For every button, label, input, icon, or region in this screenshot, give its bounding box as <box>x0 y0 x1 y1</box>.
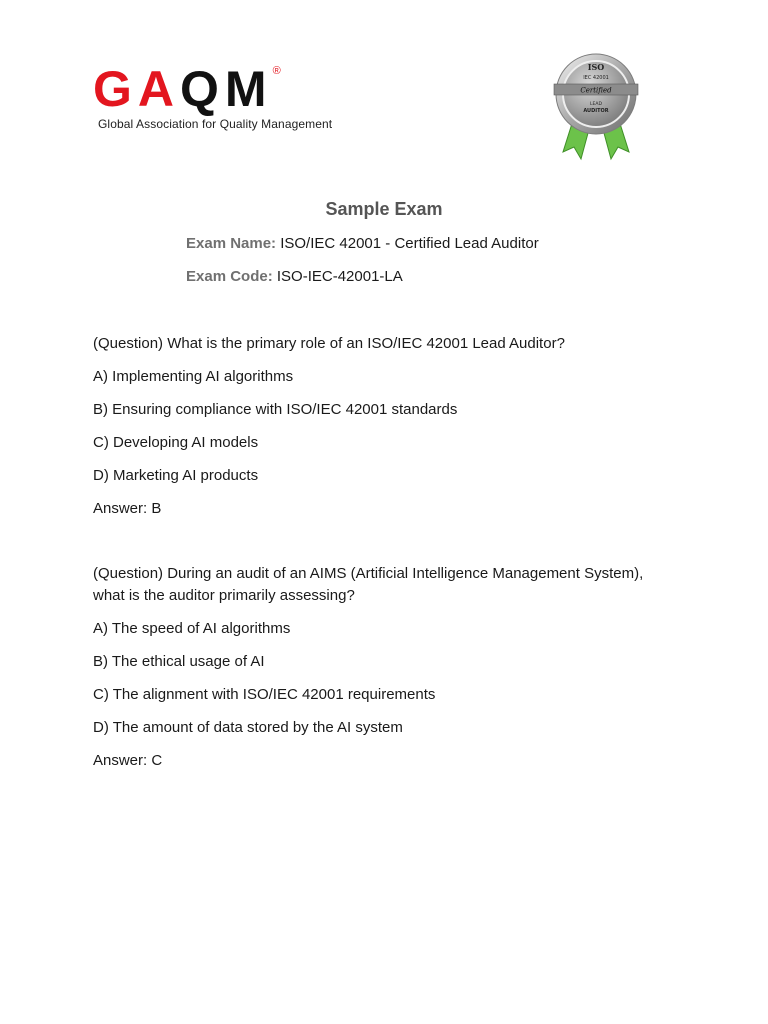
registered-mark: ® <box>272 65 281 77</box>
badge-auditor-text: AUDITOR <box>583 108 609 114</box>
logo-tagline: Global Association for Quality Management <box>98 117 333 131</box>
gaqm-logo <box>93 61 343 136</box>
question-block-1 <box>93 333 673 531</box>
answer-text: Answer: C <box>93 752 163 769</box>
logo-wordmark <box>93 61 343 117</box>
exam-name-label: Exam Name: <box>186 235 277 252</box>
option-c: C) The alignment with ISO/IEC 42001 requirements <box>93 686 436 703</box>
badge-standard-text: IEC 42001 <box>583 75 609 81</box>
logo-letter-a: A <box>137 61 181 117</box>
badge-lead-text: LEAD <box>590 102 602 107</box>
exam-code-value: ISO-IEC-42001-LA <box>276 268 403 285</box>
logo-letter-q: Q <box>180 61 225 117</box>
question-text: (Question) During an audit of an AIMS (Artificial Intelligence Management System), what is the auditor primarily assessing? <box>93 565 644 604</box>
option-a: A) The speed of AI algorithms <box>93 620 291 637</box>
badge-iso-text: ISO <box>587 62 605 72</box>
option-b: B) The ethical usage of AI <box>93 653 265 670</box>
question-block-2 <box>93 563 673 783</box>
option-b: B) Ensuring compliance with ISO/IEC 42001 standards <box>93 401 458 418</box>
logo-letter-g: G <box>93 61 138 117</box>
question-text: (Question) What is the primary role of an ISO/IEC 42001 Lead Auditor? <box>93 335 565 352</box>
option-c: C) Developing AI models <box>93 434 259 451</box>
badge-certified-text: Certified <box>580 86 612 95</box>
option-d: D) The amount of data stored by the AI system <box>93 719 403 736</box>
exam-name-value: ISO/IEC 42001 - Certified Lead Auditor <box>280 235 539 252</box>
logo-letter-m: M <box>224 61 273 117</box>
answer-text: Answer: B <box>93 500 162 517</box>
exam-name-row <box>186 235 539 252</box>
option-a: A) Implementing AI algorithms <box>93 368 294 385</box>
option-d: D) Marketing AI products <box>93 467 259 484</box>
page-title: Sample Exam <box>325 199 443 219</box>
exam-code-label: Exam Code: <box>186 268 273 285</box>
certified-badge-icon <box>549 52 643 162</box>
exam-code-row <box>186 268 403 285</box>
